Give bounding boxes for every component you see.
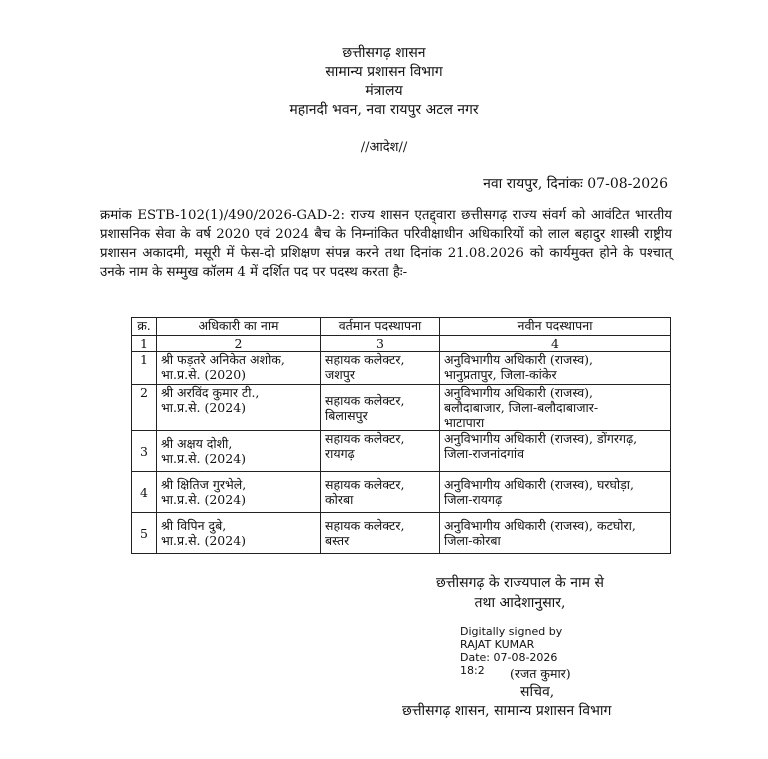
table-row <box>132 472 671 513</box>
current-posting-cell <box>321 352 440 385</box>
new-posting-cell <box>440 472 671 513</box>
officer-service: भा.प्र.से. (2024) <box>161 400 247 415</box>
new-posting-cell <box>440 513 671 554</box>
new-posting-cell <box>440 385 671 431</box>
serial-number: 4 <box>132 472 157 513</box>
col-number: 4 <box>440 336 671 352</box>
order-paragraph <box>100 206 672 282</box>
table-row <box>132 352 671 385</box>
ministry-name: मंत्रालय <box>365 83 403 99</box>
officer-name: श्री अरविंद कुमार टी., <box>161 385 260 400</box>
officer-service: भा.प्र.से. (2024) <box>161 533 247 548</box>
current-post: सहायक कलेक्टर, <box>325 352 405 367</box>
new-post: अनुविभागीय अधिकारी (राजस्व), घरघोड़ा, <box>444 477 634 492</box>
signature-time: 18:2 <box>460 664 485 677</box>
table-row <box>132 431 671 472</box>
serial-number: 2 <box>132 385 157 431</box>
signature-line-1: Digitally signed by <box>460 625 563 638</box>
new-post: अनुविभागीय अधिकारी (राजस्व), कटघोरा, <box>444 518 636 533</box>
new-place: भानुप्रतापुर, जिला-कांकेर <box>444 367 557 382</box>
signatory-department: छत्तीसगढ़ शासन, सामान्य प्रशासन विभाग <box>402 703 612 719</box>
current-post: सहायक कलेक्टर, <box>325 518 405 533</box>
government-name: छत्तीसगढ़ शासन <box>342 45 426 61</box>
place-date: नवा रायपुर, दिनांकः 07-08-2026 <box>483 176 668 192</box>
officer-name-cell <box>157 431 321 472</box>
new-post: अनुविभागीय अधिकारी (राजस्व), <box>444 385 593 400</box>
posting-table <box>131 317 671 554</box>
new-post: अनुविभागीय अधिकारी (राजस्व), डोंगरगढ़, <box>444 431 638 446</box>
signature-date: Date: 07-08-2026 <box>460 651 558 664</box>
officer-name: श्री क्षितिज गुरभेले, <box>161 477 247 492</box>
closing-block <box>420 573 620 613</box>
department-name: सामान्य प्रशासन विभाग <box>325 64 443 80</box>
order-text: क्रमांक ESTB-102(1)/490/2026-GAD-2: राज्य शासन एतद्द्वारा छत्तीसगढ़ राज्य संवर्ग को आवंटित भारतीय प्रशासनिक सेवा के वर्ष 2020 एवं 2024 बैच के निम्नांकित परिवीक्षाधीन अधिकारियों को लाल बहादुर शास्त्री राष्ट्रीय प्रशासन अकादमी, मसूरी में फेस-दो प्रशिक्षण संपन्न करने तथा दिनांक 21.08.2026 को कार्यमुक्त होने के पश्चात् उनके नाम के सम्मुख कॉलम 4 में दर्शित पद पर पदस्थ करता हैः- <box>100 208 672 280</box>
current-place: रायगढ़ <box>325 446 355 461</box>
signature-signer: RAJAT KUMAR <box>460 638 535 651</box>
officer-name-cell <box>157 385 321 431</box>
officer-name-cell <box>157 472 321 513</box>
col-header-name: अधिकारी का नाम <box>157 318 321 336</box>
current-post: सहायक कलेक्टर, <box>325 431 405 446</box>
current-place: जशपुर <box>325 367 355 382</box>
column-number-row <box>132 336 671 352</box>
new-post: अनुविभागीय अधिकारी (राजस्व), <box>444 352 593 367</box>
serial-number: 3 <box>132 431 157 472</box>
closing-line-1: छत्तीसगढ़ के राज्यपाल के नाम से <box>436 575 604 591</box>
table-row <box>132 513 671 554</box>
new-posting-cell <box>440 352 671 385</box>
current-posting-cell <box>321 472 440 513</box>
current-posting-cell <box>321 513 440 554</box>
new-place-continued: भाटापारा <box>444 415 485 430</box>
current-place: कोरबा <box>325 492 354 507</box>
current-place: बस्तर <box>325 533 350 548</box>
letterhead <box>0 44 768 120</box>
officer-service: भा.प्र.से. (2024) <box>161 451 247 466</box>
officer-service: भा.प्र.से. (2020) <box>161 367 247 382</box>
new-place: बलौदाबाजार, जिला-बलौदाबाजार- <box>444 400 599 415</box>
officer-name-cell <box>157 513 321 554</box>
col-number: 3 <box>321 336 440 352</box>
current-post: सहायक कलेक्टर, <box>325 392 405 408</box>
new-place: जिला-रायगढ़ <box>444 492 503 507</box>
order-title: //आदेश// <box>360 140 408 155</box>
table-row <box>132 385 671 431</box>
col-number: 1 <box>132 336 157 352</box>
officer-name-cell <box>157 352 321 385</box>
officer-name: श्री अक्षय दोशी, <box>161 436 233 451</box>
current-post: सहायक कलेक्टर, <box>325 477 405 492</box>
closing-line-2: तथा आदेशानुसार, <box>474 595 566 611</box>
serial-number: 1 <box>132 352 157 385</box>
col-number: 2 <box>157 336 321 352</box>
new-posting-cell <box>440 431 671 472</box>
officer-name: श्री फड़तरे अनिकेत अशोक, <box>161 352 285 367</box>
col-header-new: नवीन पदस्थापना <box>440 318 671 336</box>
col-header-sn: क्र. <box>132 318 157 336</box>
serial-number: 5 <box>132 513 157 554</box>
signatory-title: सचिव, <box>520 684 555 700</box>
current-posting-cell <box>321 431 440 472</box>
officer-name: श्री विपिन दुबे, <box>161 518 227 533</box>
current-posting-cell <box>321 385 440 431</box>
table-header-row <box>132 318 671 336</box>
officer-service: भा.प्र.से. (2024) <box>161 492 247 507</box>
new-place: जिला-कोरबा <box>444 533 501 548</box>
address: महानदी भवन, नवा रायपुर अटल नगर <box>289 102 479 118</box>
new-place: जिला-राजनांदगांव <box>444 446 525 461</box>
signatory-name: (रजत कुमार) <box>510 666 571 681</box>
col-header-current: वर्तमान पदस्थापना <box>321 318 440 336</box>
current-place: बिलासपुर <box>325 407 368 423</box>
